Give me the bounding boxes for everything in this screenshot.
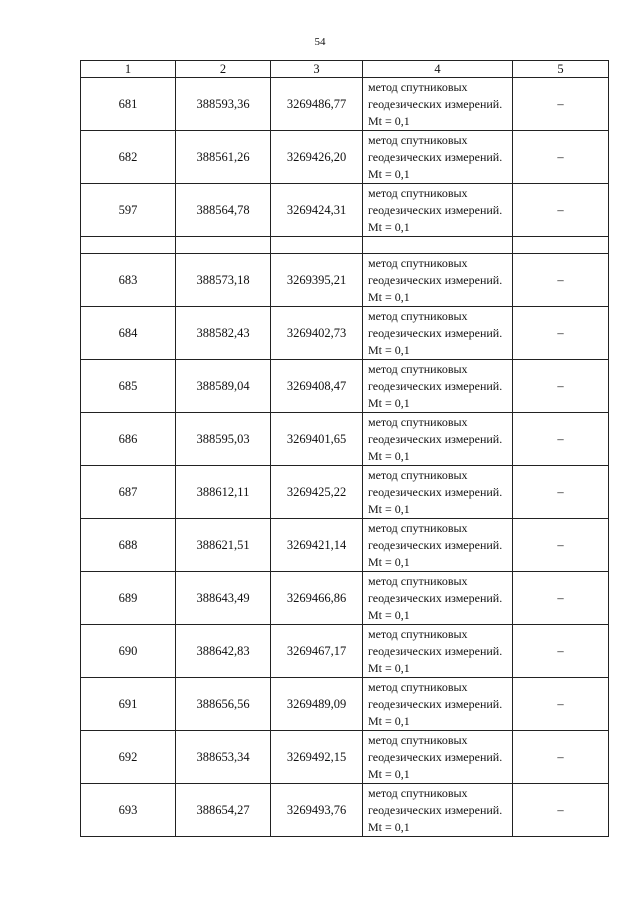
table-row bbox=[81, 466, 609, 519]
table-row bbox=[81, 307, 609, 360]
point-number-cell: 682 bbox=[81, 131, 176, 184]
empty-cell bbox=[81, 237, 176, 254]
note-cell: – bbox=[513, 131, 609, 184]
y-coordinate-cell: 3269395,21 bbox=[271, 254, 363, 307]
column-header-2: 2 bbox=[176, 61, 271, 78]
table-row bbox=[81, 625, 609, 678]
y-coordinate-cell: 3269408,47 bbox=[271, 360, 363, 413]
point-number-cell: 689 bbox=[81, 572, 176, 625]
x-coordinate-cell: 388642,83 bbox=[176, 625, 271, 678]
table-row bbox=[81, 360, 609, 413]
note-cell: – bbox=[513, 307, 609, 360]
y-coordinate-cell: 3269466,86 bbox=[271, 572, 363, 625]
method-cell: метод спутниковых геодезических измерений. Mt = 0,1 bbox=[363, 625, 513, 678]
note-cell: – bbox=[513, 78, 609, 131]
y-coordinate-cell: 3269493,76 bbox=[271, 784, 363, 837]
method-cell: метод спутниковых геодезических измерений. Mt = 0,1 bbox=[363, 254, 513, 307]
method-cell: метод спутниковых геодезических измерений. Mt = 0,1 bbox=[363, 360, 513, 413]
x-coordinate-cell: 388654,27 bbox=[176, 784, 271, 837]
empty-cell bbox=[176, 237, 271, 254]
point-number-cell: 692 bbox=[81, 731, 176, 784]
note-cell: – bbox=[513, 731, 609, 784]
method-cell: метод спутниковых геодезических измерений. Mt = 0,1 bbox=[363, 466, 513, 519]
note-cell: – bbox=[513, 519, 609, 572]
empty-separator-row bbox=[81, 237, 609, 254]
note-cell: – bbox=[513, 360, 609, 413]
page-number: 54 bbox=[314, 36, 326, 48]
x-coordinate-cell: 388564,78 bbox=[176, 184, 271, 237]
point-number-cell: 687 bbox=[81, 466, 176, 519]
y-coordinate-cell: 3269425,22 bbox=[271, 466, 363, 519]
note-cell: – bbox=[513, 678, 609, 731]
y-coordinate-cell: 3269492,15 bbox=[271, 731, 363, 784]
y-coordinate-cell: 3269421,14 bbox=[271, 519, 363, 572]
table-row bbox=[81, 572, 609, 625]
method-cell: метод спутниковых геодезических измерений. Mt = 0,1 bbox=[363, 784, 513, 837]
point-number-cell: 693 bbox=[81, 784, 176, 837]
table-header-row bbox=[81, 61, 609, 78]
empty-cell bbox=[271, 237, 363, 254]
note-cell: – bbox=[513, 184, 609, 237]
table-row bbox=[81, 413, 609, 466]
x-coordinate-cell: 388612,11 bbox=[176, 466, 271, 519]
y-coordinate-cell: 3269489,09 bbox=[271, 678, 363, 731]
point-number-cell: 683 bbox=[81, 254, 176, 307]
y-coordinate-cell: 3269401,65 bbox=[271, 413, 363, 466]
column-header-5: 5 bbox=[513, 61, 609, 78]
x-coordinate-cell: 388582,43 bbox=[176, 307, 271, 360]
method-cell: метод спутниковых геодезических измерений. Mt = 0,1 bbox=[363, 78, 513, 131]
method-cell: метод спутниковых геодезических измерений. Mt = 0,1 bbox=[363, 413, 513, 466]
point-number-cell: 686 bbox=[81, 413, 176, 466]
y-coordinate-cell: 3269426,20 bbox=[271, 131, 363, 184]
x-coordinate-cell: 388643,49 bbox=[176, 572, 271, 625]
table-row bbox=[81, 519, 609, 572]
note-cell: – bbox=[513, 466, 609, 519]
table-row bbox=[81, 784, 609, 837]
method-cell: метод спутниковых геодезических измерений. Mt = 0,1 bbox=[363, 678, 513, 731]
x-coordinate-cell: 388561,26 bbox=[176, 131, 271, 184]
method-cell: метод спутниковых геодезических измерений. Mt = 0,1 bbox=[363, 572, 513, 625]
table-row bbox=[81, 131, 609, 184]
x-coordinate-cell: 388589,04 bbox=[176, 360, 271, 413]
note-cell: – bbox=[513, 572, 609, 625]
point-number-cell: 690 bbox=[81, 625, 176, 678]
x-coordinate-cell: 388656,56 bbox=[176, 678, 271, 731]
x-coordinate-cell: 388653,34 bbox=[176, 731, 271, 784]
method-cell: метод спутниковых геодезических измерений. Mt = 0,1 bbox=[363, 184, 513, 237]
empty-cell bbox=[363, 237, 513, 254]
point-number-cell: 685 bbox=[81, 360, 176, 413]
point-number-cell: 684 bbox=[81, 307, 176, 360]
y-coordinate-cell: 3269486,77 bbox=[271, 78, 363, 131]
table-row bbox=[81, 184, 609, 237]
x-coordinate-cell: 388573,18 bbox=[176, 254, 271, 307]
note-cell: – bbox=[513, 413, 609, 466]
table-row bbox=[81, 731, 609, 784]
method-cell: метод спутниковых геодезических измерений. Mt = 0,1 bbox=[363, 131, 513, 184]
x-coordinate-cell: 388621,51 bbox=[176, 519, 271, 572]
column-header-1: 1 bbox=[81, 61, 176, 78]
column-header-4: 4 bbox=[363, 61, 513, 78]
y-coordinate-cell: 3269424,31 bbox=[271, 184, 363, 237]
table-row bbox=[81, 678, 609, 731]
x-coordinate-cell: 388595,03 bbox=[176, 413, 271, 466]
point-number-cell: 681 bbox=[81, 78, 176, 131]
method-cell: метод спутниковых геодезических измерений. Mt = 0,1 bbox=[363, 519, 513, 572]
point-number-cell: 691 bbox=[81, 678, 176, 731]
point-number-cell: 597 bbox=[81, 184, 176, 237]
note-cell: – bbox=[513, 625, 609, 678]
x-coordinate-cell: 388593,36 bbox=[176, 78, 271, 131]
y-coordinate-cell: 3269402,73 bbox=[271, 307, 363, 360]
point-number-cell: 688 bbox=[81, 519, 176, 572]
column-header-3: 3 bbox=[271, 61, 363, 78]
empty-cell bbox=[513, 237, 609, 254]
method-cell: метод спутниковых геодезических измерений. Mt = 0,1 bbox=[363, 307, 513, 360]
note-cell: – bbox=[513, 784, 609, 837]
y-coordinate-cell: 3269467,17 bbox=[271, 625, 363, 678]
note-cell: – bbox=[513, 254, 609, 307]
table-row bbox=[81, 78, 609, 131]
table-row bbox=[81, 254, 609, 307]
coordinates-table bbox=[80, 60, 609, 837]
method-cell: метод спутниковых геодезических измерений. Mt = 0,1 bbox=[363, 731, 513, 784]
